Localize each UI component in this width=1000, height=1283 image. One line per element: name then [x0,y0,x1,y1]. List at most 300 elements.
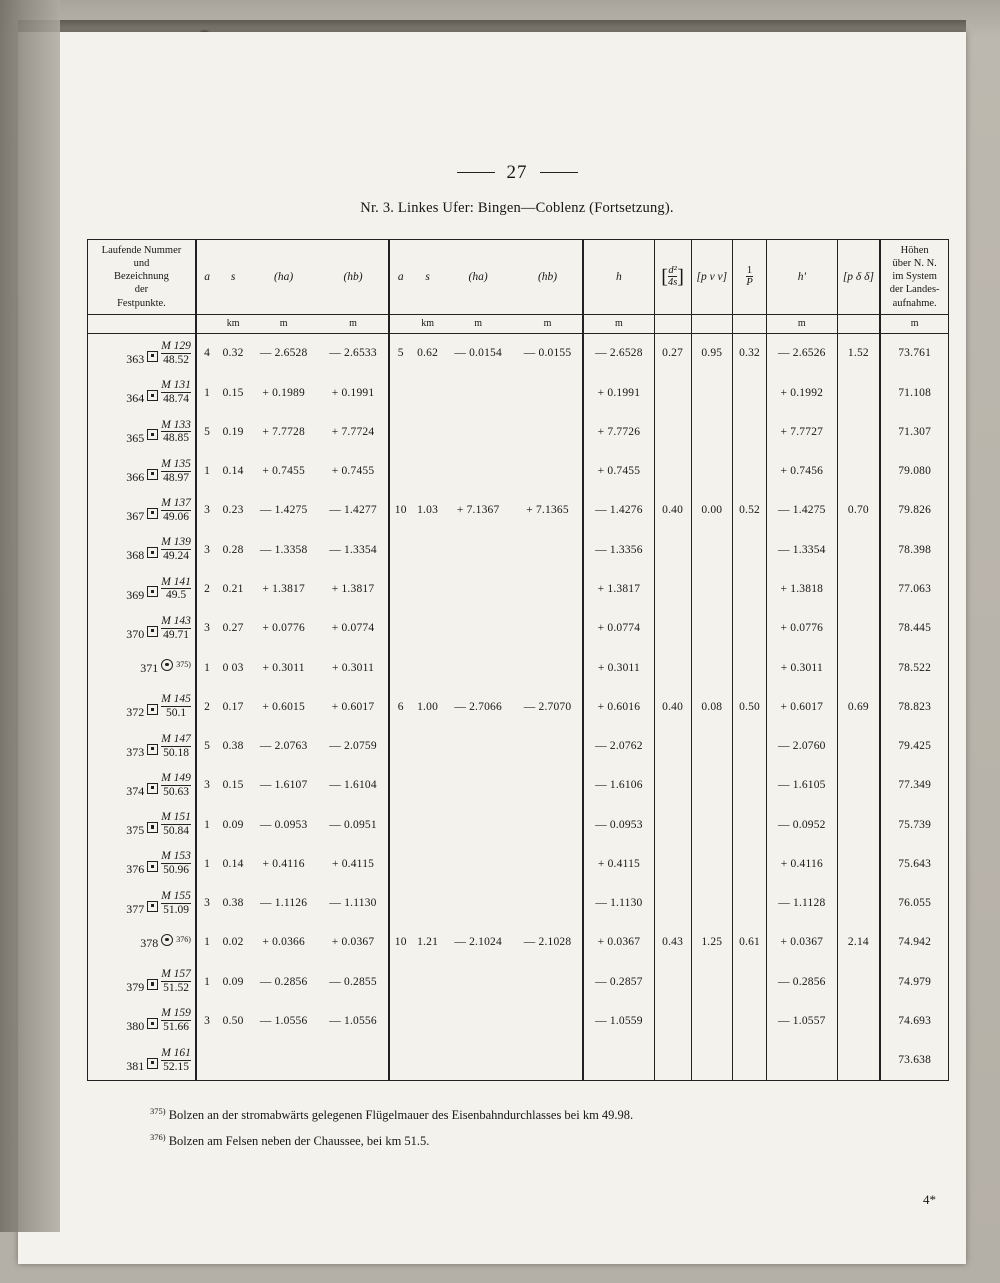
cell-hprime: — 1.1128 [767,884,837,923]
table-row [88,1041,948,1080]
cell-ha2 [443,373,512,412]
cell-s1: 0.19 [222,425,244,438]
point-km: 52.15 [163,1060,189,1073]
point-designation [161,458,191,485]
unit-m7: m [880,314,948,333]
cell-hprime: — 2.0760 [767,726,837,765]
row-number: 370 [126,626,145,641]
row-designation [88,726,196,765]
table-row [88,766,948,805]
cell-hprime [767,1041,837,1080]
table-head [88,240,948,333]
unit-blank [196,314,217,333]
cell-hoehe: 77.349 [898,779,932,792]
row-designation [88,333,196,373]
cell-p [732,412,766,451]
row-number: 367 [126,508,145,523]
point-km: 48.97 [163,471,189,484]
header-row [88,240,948,314]
point-km: 51.09 [163,903,189,916]
header-line: und [133,258,150,270]
cell-hb1: + 0.3011 [318,648,388,687]
table-row [88,569,948,608]
cell-hoehe: 73.638 [898,1054,932,1067]
cell-s1: 0.15 [222,779,244,792]
cell-hprime: — 0.0952 [767,805,837,844]
cell-pdd [837,452,880,491]
point-name: M 129 [161,339,191,352]
cell-s1: 0.21 [222,583,244,595]
cell-hb2 [513,452,583,491]
cell-a2 [389,452,412,491]
square-marker-icon [147,626,158,637]
point-designation [161,497,191,524]
cell-hb1: + 1.3817 [318,569,388,608]
point-name: M 141 [161,575,191,588]
cell-h: — 1.4276 [583,491,654,530]
cell-dd: 0.27 [654,333,691,373]
cell-ha1: + 0.3011 [262,661,305,674]
cell-s2: 1.21 [417,936,439,949]
cell-s2: 0.62 [417,347,439,360]
square-marker-icon [147,901,158,912]
point-name: M 131 [161,379,191,392]
cell-s1: 0.32 [222,347,244,360]
point-designation [161,968,191,995]
cell-ha2 [443,1041,512,1080]
cell-pdd [837,648,880,687]
header-ha1: (ha) [249,240,318,314]
point-designation [161,379,191,406]
cell-p: 0.32 [732,333,766,373]
cell-p [732,844,766,883]
cell-dd [654,805,691,844]
cell-hb1: + 0.0367 [318,923,388,962]
table-row [88,884,948,923]
cell-dd [654,884,691,923]
square-marker-icon [147,979,158,990]
square-marker-icon [147,1018,158,1029]
document-page [18,32,966,1264]
cell-s1: 0.17 [222,700,244,713]
cell-s2 [412,648,444,687]
cell-p [732,766,766,805]
circle-marker-icon [161,659,173,671]
point-km: 49.06 [163,510,189,523]
point-name: M 159 [161,1007,191,1020]
cell-pdd [837,373,880,412]
cell-h: — 2.0762 [583,726,654,765]
unit-km1: km [217,314,249,333]
cell-ha2: + 7.1367 [456,504,500,517]
cell-p [732,726,766,765]
cell-ha1: — 1.4275 [259,504,308,517]
cell-dd [654,844,691,883]
cell-pvv [691,648,732,687]
footnote [150,1128,930,1154]
cell-ha1: + 0.4116 [262,857,305,870]
cell-hoehe: 79.425 [898,740,932,753]
footnote-text: Bolzen am Felsen neben der Chaussee, bei km 51.5. [168,1134,430,1149]
cell-a2 [389,726,412,765]
header-dd-over-4s [654,240,691,314]
footnote-marker: 375) [150,1106,166,1116]
cell-h: — 0.2857 [583,962,654,1001]
cell-h: + 1.3817 [583,569,654,608]
cell-hb2 [513,1041,583,1080]
point-name: M 157 [161,968,191,981]
row-number: 372 [126,705,145,720]
cell-hprime: — 1.3354 [767,530,837,569]
table-row [88,923,948,962]
row-designation [88,962,196,1001]
row-designation [88,766,196,805]
row-designation [88,373,196,412]
cell-ha2 [443,609,512,648]
cell-a1: 3 [204,504,211,517]
cell-a2 [389,412,412,451]
cell-hprime: — 0.2856 [767,962,837,1001]
cell-a1: 3 [204,622,211,635]
cell-hb1: — 0.0951 [318,805,388,844]
cell-pvv: 0.95 [691,333,732,373]
point-name: M 151 [161,811,191,824]
cell-pdd: 0.69 [837,687,880,726]
row-designation [88,923,196,962]
cell-p [732,373,766,412]
cell-ha1: + 7.7728 [262,425,305,438]
unit-blank [389,314,412,333]
unit-m2: m [318,314,388,333]
cell-a1: 3 [204,779,211,792]
cell-s1 [217,1041,249,1080]
square-marker-icon [147,783,158,794]
cell-hoehe: 78.522 [898,661,932,674]
cell-hprime: + 1.3818 [767,569,837,608]
unit-m6: m [767,314,837,333]
cell-ha1: — 1.0556 [259,1014,308,1027]
cell-hb1: — 1.1130 [318,884,388,923]
cell-hoehe: 74.693 [898,1014,932,1027]
cell-pvv: 0.08 [691,687,732,726]
point-name: M 153 [161,850,191,863]
cell-hb2: — 2.1028 [513,923,583,962]
row-number: 376 [126,862,145,877]
cell-ha1: — 0.2856 [259,975,308,988]
point-km: 48.74 [163,393,189,406]
cell-hb2 [513,844,583,883]
cell-hb1: — 1.4277 [318,491,388,530]
point-designation [161,850,191,877]
cell-a1 [196,1041,217,1080]
point-designation [161,733,191,760]
cell-h: + 0.6016 [583,687,654,726]
cell-hb2: — 2.7070 [513,687,583,726]
cell-a2 [389,569,412,608]
row-designation [88,687,196,726]
unit-m3: m [443,314,512,333]
point-designation [161,536,191,563]
cell-s2 [412,1041,444,1080]
cell-s2 [412,1001,444,1040]
cell-pvv [691,569,732,608]
cell-h: — 1.0559 [583,1001,654,1040]
cell-pvv [691,962,732,1001]
cell-s2 [412,530,444,569]
unit-blank [732,314,766,333]
bracket-left-icon: [ [661,265,668,288]
square-marker-icon [147,508,158,519]
cell-pvv: 0.00 [691,491,732,530]
cell-pdd [837,609,880,648]
cell-s2 [412,569,444,608]
cell-a2: 10 [394,936,407,949]
cell-pdd [837,884,880,923]
page-content [78,102,956,1232]
cell-h: — 2.6528 [583,333,654,373]
cell-p [732,452,766,491]
cell-p: 0.61 [732,923,766,962]
table-caption: Nr. 3. Linkes Ufer: Bingen—Coblenz (Fortsetzung). [360,200,674,216]
point-designation [161,1007,191,1034]
row-designation [88,1001,196,1040]
table-row [88,805,948,844]
header-designation [88,240,196,314]
point-km: 50.84 [163,825,189,838]
cell-s1: 0.09 [222,818,244,831]
header-line: Höhen [900,245,929,256]
row-number: 365 [126,430,145,445]
cell-pvv [691,1001,732,1040]
cell-hb1: — 1.6104 [318,766,388,805]
cell-s2 [412,452,444,491]
cell-hb2 [513,609,583,648]
header-line: der [134,284,149,296]
cell-dd [654,569,691,608]
cell-s2 [412,726,444,765]
square-marker-icon [147,744,158,755]
table-row [88,412,948,451]
cell-a2 [389,373,412,412]
cell-hprime: + 0.6017 [767,687,837,726]
unit-blank [88,314,196,333]
cell-a1: 1 [204,936,211,949]
cell-hprime: + 7.7727 [767,412,837,451]
cell-hb1: — 2.6533 [318,333,388,373]
cell-ha2 [443,962,512,1001]
point-km: 49.5 [161,588,191,602]
row-number: 368 [126,548,145,563]
cell-p [732,648,766,687]
cell-ha1 [249,1041,318,1080]
cell-s1: 0.28 [222,543,244,556]
cell-ha1: — 1.3358 [259,543,308,556]
table-row [88,491,948,530]
cell-dd [654,412,691,451]
footnote [150,1102,930,1128]
cell-hb2 [513,648,583,687]
row-number: 380 [126,1019,145,1034]
point-designation [161,890,191,917]
header-a2: a [389,240,412,314]
cell-pvv [691,452,732,491]
cell-s2 [412,766,444,805]
cell-hoehe: 78.445 [898,622,932,635]
point-name: M 149 [161,771,191,784]
cell-a2 [389,1041,412,1080]
table-row [88,452,948,491]
table-row [88,844,948,883]
cell-a1: 4 [204,347,211,360]
cell-pdd [837,1041,880,1080]
cell-h: + 0.0367 [583,923,654,962]
cell-ha2 [443,452,512,491]
cell-dd [654,766,691,805]
header-hb2: (hb) [513,240,583,314]
cell-hb1: — 1.0556 [318,1001,388,1040]
header-h-prime: h' [767,240,837,314]
cell-s2 [412,884,444,923]
unit-blank [837,314,880,333]
cell-hb2 [513,726,583,765]
cell-dd: 0.40 [654,687,691,726]
header-dd-den: 4s [667,277,678,289]
row-designation [88,805,196,844]
cell-p: 0.50 [732,687,766,726]
square-marker-icon [147,429,158,440]
point-km: 48.85 [163,432,189,445]
cell-hb1 [318,1041,388,1080]
table-row [88,962,948,1001]
table-row [88,373,948,412]
cell-dd: 0.40 [654,491,691,530]
header-heights [880,240,948,314]
cell-hb2 [513,766,583,805]
cell-pdd: 2.14 [837,923,880,962]
cell-h: — 1.1130 [583,884,654,923]
cell-pdd: 1.52 [837,333,880,373]
cell-h: + 0.3011 [583,648,654,687]
point-designation [161,576,191,603]
table-row [88,530,948,569]
header-line: Festpunkte. [117,297,166,309]
cell-a2 [389,530,412,569]
table-row [88,726,948,765]
cell-a1: 1 [204,661,211,674]
square-marker-icon [147,586,158,597]
square-marker-icon [147,704,158,715]
cell-pdd [837,412,880,451]
cell-p [732,530,766,569]
header-line: der Landes- [889,284,940,296]
header-h: h [583,240,654,314]
cell-hoehe: 75.739 [898,818,932,831]
cell-s1: 0.27 [222,622,244,635]
point-km: 48.52 [163,353,189,366]
cell-ha2: — 2.1024 [454,936,502,949]
cell-pvv: 1.25 [691,923,732,962]
cell-p: 0.52 [732,491,766,530]
row-designation [88,412,196,451]
row-number: 364 [126,391,145,406]
cell-hprime: — 1.6105 [767,766,837,805]
footnotes [150,1102,930,1155]
page-number [78,162,956,184]
unit-blank [654,314,691,333]
table-row [88,648,948,687]
cell-ha1: — 2.6528 [259,347,308,360]
point-km: 50.18 [163,746,189,759]
cell-hb1: + 0.0774 [318,609,388,648]
cell-hb1: — 2.0759 [318,726,388,765]
header-p-den: P [746,277,753,289]
cell-a1: 5 [204,740,211,753]
cell-hoehe: 78.398 [898,543,932,556]
cell-dd [654,1001,691,1040]
cell-ha1: + 0.0776 [262,622,305,635]
header-line: im System [892,271,937,283]
unit-m1: m [249,314,318,333]
cell-hprime: + 0.3011 [767,648,837,687]
table-row [88,687,948,726]
row-designation [88,1041,196,1080]
table-body [88,333,948,1080]
row-number: 366 [126,469,145,484]
point-designation [161,340,191,367]
cell-s2 [412,412,444,451]
cell-s2 [412,844,444,883]
header-ha2: (ha) [443,240,512,314]
cell-ha1: — 2.0763 [259,740,308,753]
row-number: 374 [126,783,145,798]
cell-a1: 1 [204,818,211,831]
cell-pvv [691,373,732,412]
square-marker-icon [147,469,158,480]
header-line: Bezeichnung [114,271,169,283]
cell-hoehe: 73.761 [898,347,932,360]
cell-ha2 [443,569,512,608]
cell-hprime: + 0.1992 [767,373,837,412]
cell-a1: 3 [204,1014,211,1027]
cell-pvv [691,844,732,883]
cell-pvv [691,530,732,569]
cell-pvv [691,1041,732,1080]
cell-hprime: + 0.0367 [767,923,837,962]
square-marker-icon [147,390,158,401]
row-designation [88,609,196,648]
row-designation [88,452,196,491]
row-designation [88,648,196,687]
row-number: 379 [126,980,145,995]
rule-right [540,172,578,173]
square-marker-icon [147,861,158,872]
cell-s1: 0.09 [222,975,244,988]
cell-pvv [691,884,732,923]
cell-hoehe: 76.055 [898,897,932,910]
cell-s1: 0.14 [222,465,244,478]
cell-pvv [691,412,732,451]
cell-a1: 2 [204,700,211,713]
cell-s1: 0.14 [222,857,244,870]
cell-pdd [837,569,880,608]
square-marker-icon [147,547,158,558]
point-footnote-ref: 376) [176,934,191,944]
header-hb1: (hb) [318,240,388,314]
cell-a2 [389,648,412,687]
cell-a2 [389,884,412,923]
cell-ha2 [443,884,512,923]
unit-row [88,314,948,333]
